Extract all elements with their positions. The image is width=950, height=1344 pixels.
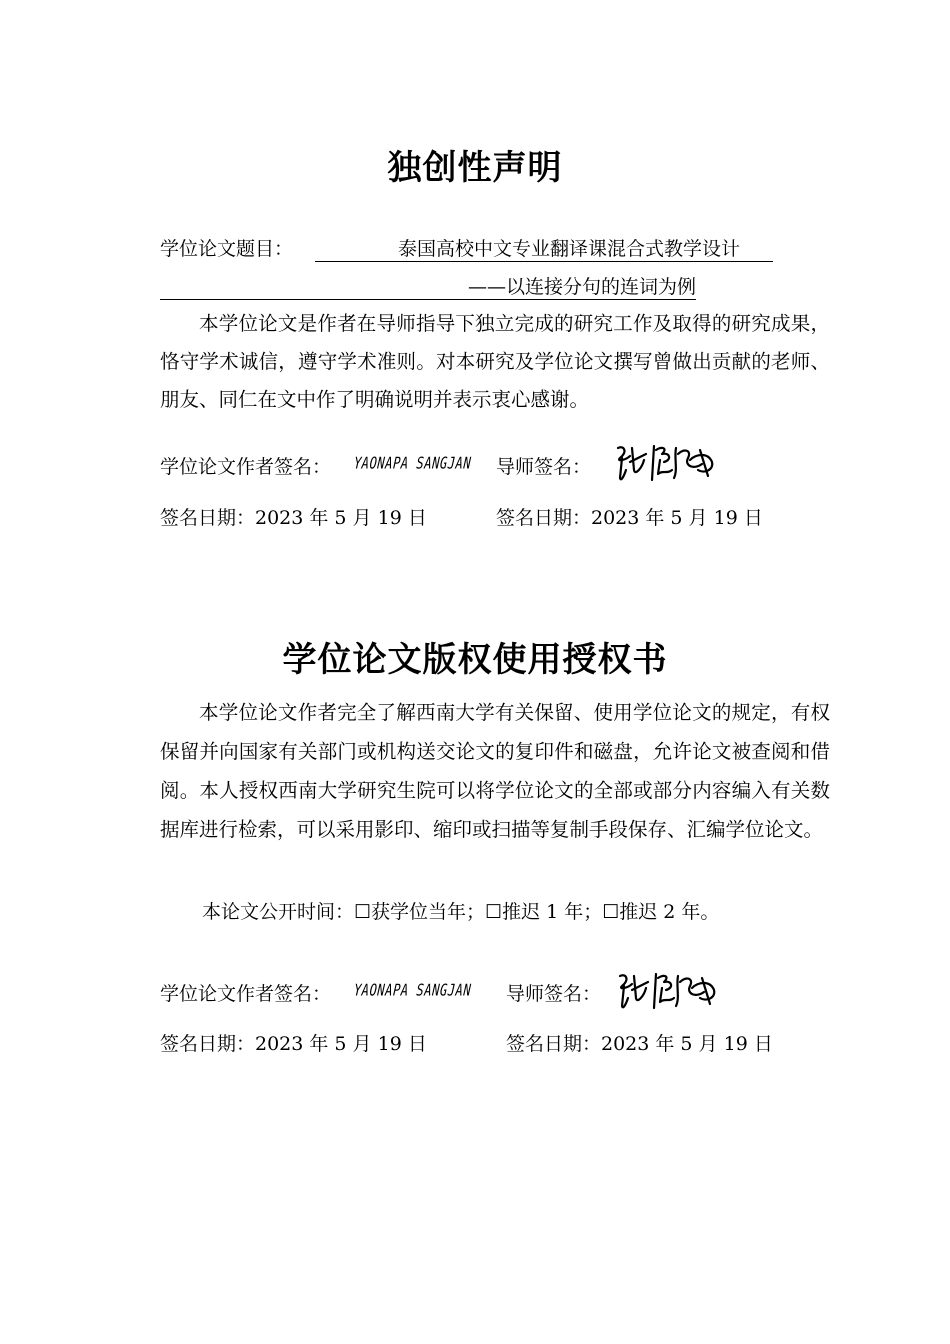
thesis-title-line1: 泰国高校中文专业翻译课混合式教学设计 xyxy=(315,234,773,262)
open-time-line: 本论文公开时间：☐获学位当年；☐推迟 1 年；☐推迟 2 年。 xyxy=(202,901,720,923)
author-signature: YAONAPA SANGJAN xyxy=(353,453,473,473)
author-sign-label: 学位论文作者签名： xyxy=(160,456,332,478)
author-sign-date: 签名日期：2023 年 5 月 19 日 xyxy=(160,507,427,529)
advisor-sign-date-2: 签名日期：2023 年 5 月 19 日 xyxy=(506,1033,773,1055)
thesis-title-label: 学位论文题目： xyxy=(160,238,294,260)
declaration-body: 本学位论文是作者在导师指导下独立完成的研究工作及取得的研究成果，恪守学术诚信，遵守学术准则。对本研究及学位论文撰写曾做出贡献的老师、朋友、同仁在文中作了明确说明并表示衷心感谢。 xyxy=(160,312,830,411)
thesis-title-line2: ——以连接分句的连词为例 xyxy=(160,272,696,300)
author-sign-label-2: 学位论文作者签名： xyxy=(160,983,332,1005)
authorization-body: 本学位论文作者完全了解西南大学有关保留、使用学位论文的规定，有权保留并向国家有关部门或机构送交论文的复印件和磁盘，允许论文被查阅和借阅。本人授权西南大学研究生院可以将学位论文的全部或部分内容编入有关数据库进行检索，可以采用影印、缩印或扫描等复制手段保存、汇编学位论文。 xyxy=(160,701,830,841)
advisor-sign-label: 导师签名： xyxy=(496,456,592,478)
authorization-heading: 学位论文版权使用授权书 xyxy=(282,640,668,680)
author-sign-date-2: 签名日期：2023 年 5 月 19 日 xyxy=(160,1033,427,1055)
advisor-signature xyxy=(612,440,722,488)
declaration-heading: 独创性声明 xyxy=(387,148,563,188)
advisor-sign-date: 签名日期：2023 年 5 月 19 日 xyxy=(496,507,763,529)
advisor-sign-label-2: 导师签名： xyxy=(506,983,602,1005)
author-signature-2: YAONAPA SANGJAN xyxy=(353,980,473,1000)
advisor-signature-2 xyxy=(614,968,724,1016)
